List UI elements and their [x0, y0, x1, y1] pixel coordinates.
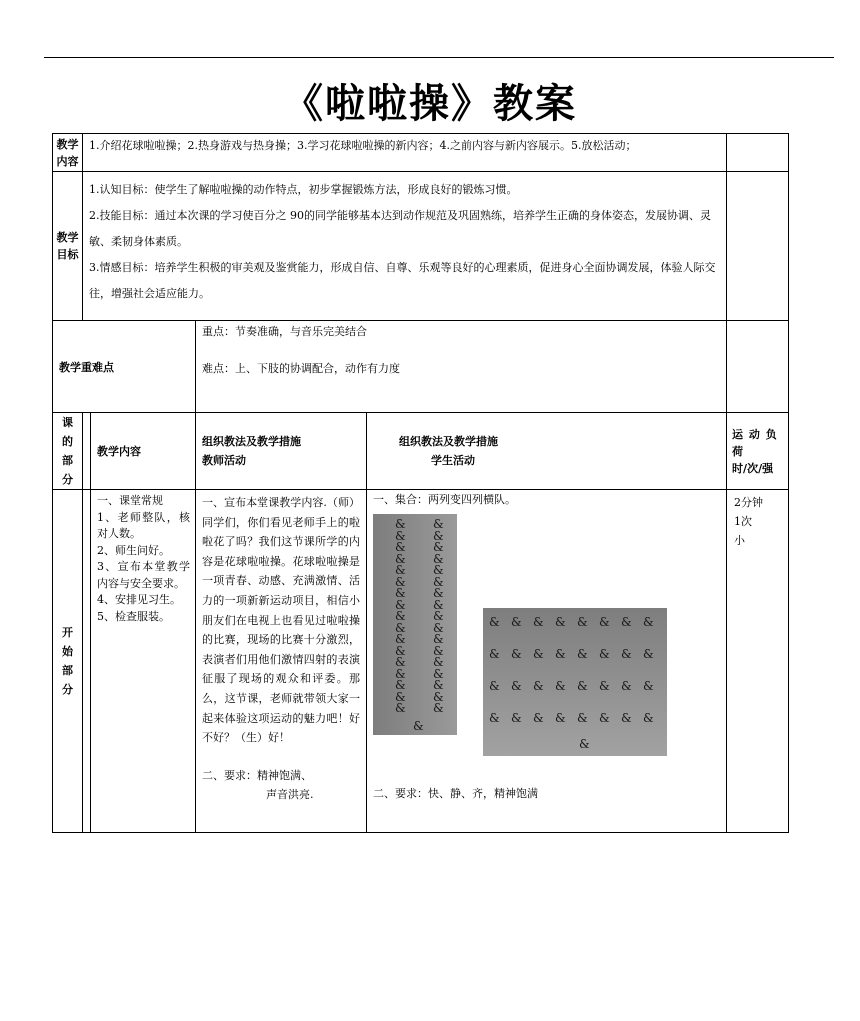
- list-item: 3、宣布本堂教学内容与安全要求。: [97, 560, 190, 590]
- content-row: [53, 134, 789, 172]
- figure-mark: &: [395, 574, 406, 589]
- figure-mark: &: [599, 647, 610, 661]
- formation-photo-four-rows: [483, 608, 667, 756]
- student-activity: [367, 490, 727, 833]
- formation-photo-two-columns: [373, 514, 457, 735]
- goals-row: [53, 172, 789, 321]
- figure-mark: &: [395, 620, 406, 635]
- list-item: 4、安排见习生。: [97, 593, 181, 606]
- figure-mark: &: [489, 679, 500, 693]
- figure-mark: &: [433, 586, 444, 600]
- figure-mark: &: [433, 632, 444, 646]
- figure-mark: &: [395, 551, 406, 566]
- student-gather: 一、集合：两列变四列横队。: [373, 493, 516, 506]
- keypoints-label: 教学重难点: [53, 321, 196, 413]
- figure-mark: &: [599, 679, 610, 693]
- student-requirement: 二、要求：快、静、齐，精神饱满: [373, 787, 538, 800]
- figure-mark: &: [433, 540, 444, 554]
- figure-mark: &: [489, 615, 500, 629]
- figure-mark: &: [433, 551, 444, 566]
- list-item: 1、老师整队，核对人数。: [97, 510, 190, 540]
- figure-mark: &: [433, 689, 444, 704]
- figure-mark: &: [621, 679, 632, 693]
- keypoints-row: [53, 321, 789, 413]
- difficult-point: 难点：上、下肢的协调配合，动作有力度: [202, 362, 400, 375]
- goals-label: 教学 目标: [53, 172, 83, 321]
- teacher-activity-header: 组织教法及教学措施 教师活动: [196, 413, 367, 490]
- figure-mark: &: [433, 655, 444, 669]
- figure-mark: &: [433, 701, 444, 715]
- figure-mark: &: [643, 679, 654, 693]
- spacer-col: [83, 413, 91, 490]
- figure-mark: &: [577, 647, 588, 661]
- teacher-activity: [196, 490, 367, 833]
- teacher-requirement-a: 二、要求：精神饱满、: [202, 768, 312, 782]
- teacher-requirement-b: 声音洪亮.: [266, 787, 314, 801]
- figure-mark: &: [433, 643, 444, 658]
- figure-mark: &: [511, 679, 522, 693]
- figure-mark: &: [533, 615, 544, 629]
- figure-mark: &: [433, 666, 444, 681]
- figure-mark: &: [395, 563, 406, 577]
- load-values: 2分钟 1次 小: [727, 490, 789, 833]
- figure-mark: &: [511, 615, 522, 629]
- figure-mark: &: [621, 711, 632, 725]
- figure-mark: &: [395, 517, 406, 531]
- figure-mark: &: [433, 620, 444, 635]
- figure-mark: &: [555, 647, 566, 661]
- figure-mark: &: [433, 574, 444, 589]
- figure-mark: &: [599, 711, 610, 725]
- figure-mark: &: [621, 647, 632, 661]
- figure-mark: &: [395, 655, 406, 669]
- student-activity-header: 组织教法及教学措施 学生活动: [367, 413, 727, 490]
- figure-mark: &: [433, 609, 444, 623]
- figure-mark: &: [395, 689, 406, 704]
- figure-mark: &: [433, 678, 444, 692]
- figure-mark: &: [489, 647, 500, 661]
- spacer-col: [83, 490, 91, 833]
- teacher-intro: 一、宣布本堂课教学内容.（师）同学们，你们看见老师手上的啦啦花了吗？我们这节课所学的内容是花球啦啦操。花球啦啦操是一项青春、动感、充满激情、活力的一项新新运动项目，相信小朋友们在电视上也看见过啦啦操的比赛，现场的比赛十分激烈，表演者们用他们激情四射的表演征服了现场的观众和评委。那么，这节课，老师就带领大家一起来体验这项运动的魅力吧！好不好？（生）好！: [202, 496, 360, 745]
- figure-mark: &: [555, 615, 566, 629]
- list-item: 5、检查服装。: [97, 609, 170, 623]
- figure-mark: &: [577, 615, 588, 629]
- figure-mark: &: [577, 679, 588, 693]
- figure-mark: &: [577, 711, 588, 725]
- figure-mark: &: [489, 711, 500, 725]
- figure-mark: &: [533, 679, 544, 693]
- figure-mark: &: [621, 615, 632, 629]
- figure-mark: &: [433, 528, 444, 543]
- figure-mark: &: [395, 643, 406, 658]
- figure-mark: &: [433, 517, 444, 531]
- figure-mark: &: [433, 597, 444, 612]
- figure-mark: &: [533, 647, 544, 661]
- figure-mark: &: [555, 679, 566, 693]
- figure-mark: &: [643, 647, 654, 661]
- goals-blank: [727, 172, 789, 321]
- figure-mark: &: [395, 666, 406, 681]
- formation-area: [373, 507, 720, 817]
- page-title: 《啦啦操》教案: [283, 80, 577, 127]
- figure-mark: &: [395, 597, 406, 612]
- list-item: 2、师生问好。: [97, 543, 170, 557]
- content-blank: [727, 134, 789, 172]
- figure-mark: &: [413, 719, 424, 733]
- list-item: 一、课堂常规: [97, 494, 163, 507]
- figure-mark: &: [395, 540, 406, 554]
- figure-mark: &: [395, 632, 406, 646]
- content-text: 1.介绍花球啦啦操；2.热身游戏与热身操；3.学习花球啦啦操的新内容；4.之前内容与新内容展示。5.放松活动；: [89, 139, 637, 152]
- figure-mark: &: [433, 563, 444, 577]
- content-label: 教学 内容: [53, 134, 83, 172]
- teaching-content-header: 教学内容: [91, 413, 196, 490]
- figure-mark: &: [511, 647, 522, 661]
- figure-mark: &: [579, 737, 590, 751]
- figure-mark: &: [533, 711, 544, 725]
- goal-affective: 3.情感目标：培养学生积极的审美观及鉴赏能力，形成自信、自尊、乐观等良好的心理素质，促进身心全面协调发展，体验人际交往，增强社会适应能力。: [89, 261, 716, 300]
- figure-mark: &: [555, 711, 566, 725]
- goal-skill: 2.技能目标：通过本次课的学习使百分之 90的同学能够基本达到动作规范及巩固熟练，培养学生正确的身体姿态，发展协调、灵敏、柔韧身体素质。: [89, 209, 711, 248]
- section-header-row: [53, 413, 789, 490]
- figure-mark: &: [643, 615, 654, 629]
- part-header: 课 的 部 分: [53, 413, 83, 490]
- start-content: [91, 490, 196, 833]
- figure-mark: &: [599, 615, 610, 629]
- key-point: 重点：节奏准确，与音乐完美结合: [202, 325, 367, 338]
- lesson-plan-table: [52, 133, 789, 833]
- keypoints-blank: [727, 321, 789, 413]
- figure-mark: &: [643, 711, 654, 725]
- start-section-row: [53, 490, 789, 833]
- header-rule: [44, 57, 834, 58]
- load-header: 运 动 负 荷 时/次/强: [727, 413, 789, 490]
- figure-mark: &: [511, 711, 522, 725]
- figure-mark: &: [395, 528, 406, 543]
- figure-mark: &: [395, 609, 406, 623]
- figure-mark: &: [395, 678, 406, 692]
- goal-cognitive: 1.认知目标：使学生了解啦啦操的动作特点，初步掌握锻炼方法，形成良好的锻炼习惯。: [89, 183, 518, 196]
- start-part-label: 开 始 部 分: [53, 490, 83, 833]
- figure-mark: &: [395, 701, 406, 715]
- figure-mark: &: [395, 586, 406, 600]
